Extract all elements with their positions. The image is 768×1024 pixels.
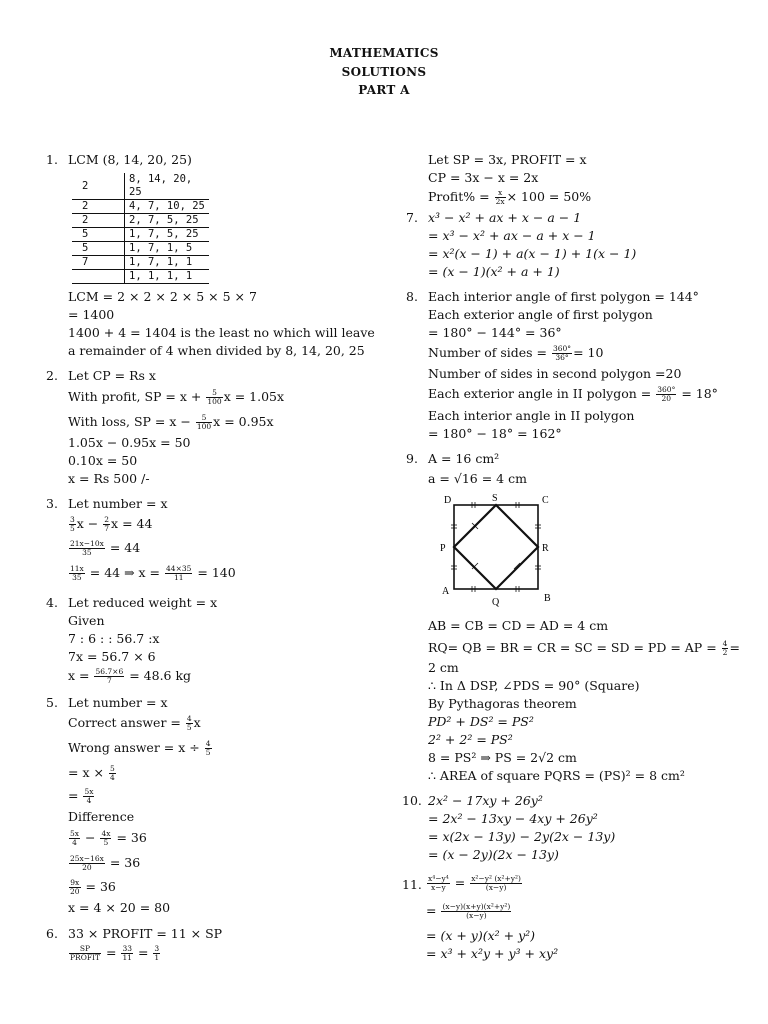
doc-title: MATHEMATICS (329, 46, 439, 60)
q5-line8-b: = 36 (109, 855, 141, 870)
q9-number: 9. (406, 451, 418, 466)
q3-frac3 (69, 540, 105, 557)
q5-frac-f (100, 830, 111, 847)
q3-frac1 (69, 516, 76, 533)
q5-line8 (68, 855, 140, 872)
lcm-divisor (72, 270, 125, 284)
q5-number: 5. (46, 695, 58, 710)
q6b-line1: Let SP = 3x, PROFIT = x (428, 152, 587, 167)
q11-line3: = (x + y)(x² + y²) (426, 928, 536, 943)
label-d: D (444, 495, 452, 506)
frac-den: 11 (173, 573, 184, 582)
q8-frac-b (656, 386, 676, 403)
lcm-divider-line (124, 173, 125, 281)
q9-frac (722, 640, 729, 657)
frac-num: SP (69, 945, 101, 954)
q1-line1: LCM = 2 × 2 × 2 × 5 × 5 × 7 (68, 289, 257, 304)
q6-frac-c (153, 945, 160, 962)
q11-frac-b (470, 875, 522, 892)
q4-line5-a: x = (68, 668, 90, 683)
q2-fraction-a (206, 389, 222, 406)
frac-den: 2 (722, 648, 728, 657)
q9-line4-a: RQ= QB = BR = CR = SC = SD = PD = AP = (428, 640, 717, 655)
q1-number: 1. (46, 152, 58, 167)
q11-line2: = $\frac{\text{(x−y)(x+y)(x²+y²)}}{(x-y)}$ (426, 902, 511, 920)
q6-number: 6. (46, 926, 58, 941)
q1-line4: a remainder of 4 when divided by 8, 14, 20, 25 (68, 343, 365, 358)
q5-frac-a (186, 715, 193, 732)
frac-num: x⁴−y⁴ (428, 874, 449, 883)
frac-den: PROFIT (70, 953, 101, 962)
q9-line8: PD² + DS² = PS² (428, 714, 534, 729)
label-c: C (542, 495, 549, 506)
label-p: P (440, 543, 446, 554)
q3-line2-b: x = 44 (111, 516, 153, 531)
q4-frac (94, 668, 124, 685)
q2-line2 (68, 389, 284, 406)
frac-den: 100 (196, 422, 212, 431)
lcm-quotients: 1, 7, 5, 25 (125, 228, 210, 242)
frac-num: 5x (84, 787, 94, 796)
lcm-table-row (72, 200, 209, 214)
q6-frac-b (121, 945, 133, 962)
frac-num: 5 (109, 764, 115, 773)
label-a: A (442, 586, 450, 597)
frac-den: (x−y) (466, 911, 487, 920)
frac-den: 36° (555, 353, 569, 362)
q4-line3: 7 : 6 : : 56.7 :x (68, 631, 160, 646)
frac-den: 11 (122, 953, 132, 962)
q7-line3: = x²(x − 1) + a(x − 1) + 1(x − 1) (428, 246, 637, 261)
q5-line3-a: Wrong answer = x ÷ (68, 740, 200, 755)
q3-line3 (68, 540, 140, 557)
frac-num: x (495, 189, 506, 198)
q9-line10: 8 = PS² ⇒ PS = 2√2 cm (428, 750, 577, 765)
q3-frac4 (69, 565, 85, 582)
label-r: R (542, 543, 549, 554)
label-b: B (544, 593, 551, 604)
q11-line4: = x³ + x²y + y³ + xy² (426, 946, 559, 961)
q9-line3: AB = CB = CD = AD = 4 cm (428, 618, 609, 633)
q11-number: 11. (402, 877, 422, 892)
lcm-quotients: 2, 7, 5, 25 (125, 214, 210, 228)
q4-line4: 7x = 56.7 × 6 (68, 649, 156, 664)
q10-line2: = 2x² − 13xy − 4xy + 26y² (428, 811, 598, 826)
q2-line3-a: With loss, SP = x − (68, 414, 195, 429)
frac-den: 20 (70, 887, 80, 896)
q5-line2-a: Correct answer = (68, 715, 181, 730)
frac-num: 4 (722, 639, 728, 648)
q8-frac-a (552, 345, 572, 362)
lcm-quotients: 8, 14, 20, 25 (125, 173, 210, 200)
q7-number: 7. (406, 210, 418, 225)
q9-line4-b: = (729, 640, 740, 655)
frac-num: 3 (70, 515, 75, 524)
lcm-divisor: 2 (72, 200, 125, 214)
q5-line5: = $\frac{5x}{4}$ (68, 787, 94, 805)
lcm-table-row (72, 214, 209, 228)
q11-frac-a (427, 875, 450, 892)
lcm-divisor: 2 (72, 173, 125, 200)
frac-den: 20 (82, 863, 92, 872)
q8-line4 (428, 345, 603, 362)
q5-frac-b (205, 740, 212, 757)
q4-line2: Given (68, 613, 105, 628)
frac-num: 33 (122, 944, 132, 953)
q5-line1: Let number = x (68, 695, 168, 710)
q9-line5: 2 cm (428, 660, 459, 675)
q3-line4-b: = 140 (197, 565, 236, 580)
q9-line6: ∴ In Δ DSP, ∠PDS = 90° (Square) (428, 678, 640, 693)
label-s: S (492, 493, 498, 504)
q2-number: 2. (46, 368, 58, 383)
q5-frac-c (109, 765, 116, 782)
q4-number: 4. (46, 595, 58, 610)
frac-num: 3 (154, 944, 160, 953)
q9-line2: a = √16 = 4 cm (428, 471, 527, 486)
frac-den: (x−y) (485, 883, 507, 892)
frac-den: 5 (205, 748, 211, 757)
q8-line3: = 180° − 144° = 36° (428, 325, 562, 340)
q6b-line3 (428, 189, 591, 206)
q2-line3 (68, 414, 274, 431)
q4-line5-b: = 48.6 kg (129, 668, 192, 683)
q6b-line3-b: × 100 = 50% (506, 189, 592, 204)
frac-den: 35 (82, 548, 92, 557)
q5-line6: Difference (68, 809, 135, 824)
lcm-table-row (72, 270, 209, 284)
frac-den: 7 (104, 524, 110, 533)
frac-den: 4 (72, 838, 77, 847)
frac-den: 4 (109, 773, 115, 782)
q9-line9: 2² + 2² = PS² (428, 732, 513, 747)
frac-num: 5x (70, 829, 80, 838)
frac-den: 4 (86, 796, 92, 805)
frac-num: 44×35 (166, 564, 192, 573)
q3-line4-a: = 44 ⇒ x = (89, 565, 161, 580)
q5-line10: x = 4 × 20 = 80 (68, 900, 171, 915)
q10-line3: = x(2x − 13y) − 2y(2x − 13y) (428, 829, 616, 844)
frac-den: x−y (431, 883, 446, 892)
q1-line3: 1400 + 4 = 1404 is the least no which will leave (68, 325, 375, 340)
q2-line5: 0.10x = 50 (68, 453, 138, 468)
q9-line1: A = 16 cm² (428, 451, 500, 466)
q5-line9-b: = 36 (85, 879, 116, 894)
frac-num: 4x (101, 829, 111, 838)
q8-line2: Each exterior angle of first polygon (428, 307, 653, 322)
frac-num: 21x−10x (70, 539, 104, 548)
q8-line4-a: Number of sides = (428, 345, 547, 360)
frac-num: 4 (205, 739, 211, 748)
q3-frac2 (103, 516, 110, 533)
lcm-table-row (72, 256, 209, 270)
frac-den: 5 (103, 838, 109, 847)
q5-line7-b: = 36 (116, 830, 147, 845)
lcm-table-row (72, 173, 209, 200)
q3-number: 3. (46, 496, 58, 511)
q5-frac-h (69, 879, 81, 896)
q5-frac-d (83, 788, 94, 805)
tick-marks (451, 502, 541, 592)
q8-line6-b: = 18° (681, 386, 718, 401)
frac-den: 100 (207, 397, 222, 406)
lcm-divisor: 7 (72, 256, 125, 270)
q5-line4-a: = x × (68, 765, 104, 780)
q5-line7: $\frac{5x}{4}$ − $\frac{4x}{5}$ = 36 (70, 829, 147, 847)
q8-line5: Number of sides in second polygon =20 (428, 366, 682, 381)
q6b-frac (495, 189, 506, 206)
q2-line1: Let CP = Rs x (68, 368, 156, 383)
q5-line2: Correct answer = $\frac{4}{5}$ x (68, 714, 201, 732)
doc-part: PART A (358, 83, 410, 97)
frac-den: 5 (186, 723, 192, 732)
q8-line1: Each interior angle of first polygon = 144° (428, 289, 699, 304)
q10-line1: 2x² − 17xy + 26y² (428, 793, 543, 808)
lcm-divisor: 5 (72, 228, 125, 242)
q5-frac-g (69, 855, 105, 872)
outer-square-abcd (454, 505, 538, 589)
q2-line4: 1.05x − 0.95x = 50 (68, 435, 191, 450)
frac-num: 4 (186, 714, 192, 723)
q3-line3-b: = 44 (109, 540, 141, 555)
frac-num: 2 (104, 515, 110, 524)
frac-num: 5 (196, 414, 212, 423)
q11-frac-c (441, 903, 511, 920)
q4-line5 (68, 668, 191, 685)
inner-square-pqrs (454, 505, 538, 589)
q7-line1: x³ − x² + ax + x − a − 1 (428, 210, 582, 225)
q3-line2: $\frac{3}{5}$ x − $\frac{2}{7}$ x = 44 (70, 515, 153, 533)
frac-den: 35 (72, 573, 82, 582)
frac-num: 360° (552, 344, 572, 353)
q2-line2-b: x = 1.05x (223, 389, 285, 404)
doc-subtitle: SOLUTIONS (341, 65, 427, 79)
q6-frac-a (69, 945, 101, 962)
q2-line2-a: With profit, SP = x + (68, 389, 206, 404)
q3-frac5 (165, 565, 192, 582)
frac-num: 11x (70, 564, 84, 573)
q1-line2: = 1400 (68, 307, 115, 322)
q8-line8: = 180° − 18° = 162° (428, 426, 562, 441)
q11-line1: $\frac{\text{x⁴−y⁴}}{x-y}$ = $\frac{\text{x²−y² (x²+y²)}}{(x-y)}$ (428, 874, 521, 892)
lcm-divisor: 2 (72, 214, 125, 228)
q10-line4: = (x − 2y)(2x − 13y) (428, 847, 559, 862)
q3-line4 (68, 565, 236, 582)
q6b-line2: CP = 3x − x = 2x (428, 170, 539, 185)
q10-number: 10. (402, 793, 422, 808)
lcm-table-row (72, 242, 209, 256)
q9-line11: ∴ AREA of square PQRS = (PS)² = 8 cm² (428, 768, 685, 783)
q6-line1: 33 × PROFIT = 11 × SP (68, 926, 223, 941)
lcm-division-table (72, 173, 209, 284)
frac-den: 20 (661, 394, 672, 403)
q8-line6 (428, 386, 718, 403)
q6b-line3-a: Profit% = (428, 189, 490, 204)
q2-fraction-b (196, 414, 212, 431)
lcm-quotients: 1, 7, 1, 5 (125, 242, 210, 256)
q9-line7: By Pythagoras theorem (428, 696, 577, 711)
q8-line7: Each interior angle in II polygon (428, 408, 635, 423)
lcm-table-row (72, 228, 209, 242)
frac-num: 9x (70, 878, 80, 887)
frac-num: x²−y² (x²+y²) (471, 874, 521, 883)
q3-line1: Let number = x (68, 496, 168, 511)
frac-den: 1 (154, 953, 160, 962)
q9-line4 (428, 640, 740, 657)
q5-line4 (68, 765, 117, 782)
lcm-quotients: 1, 1, 1, 1 (125, 270, 210, 284)
lcm-quotients: 1, 7, 1, 1 (125, 256, 210, 270)
q5-line9 (68, 879, 116, 896)
frac-den: 7 (106, 676, 112, 685)
label-q: Q (492, 597, 500, 608)
q2-line3-b: x = 0.95x (213, 414, 274, 429)
q8-line6-a: Each exterior angle in II polygon = (428, 386, 652, 401)
q8-line4-b: = 10 (573, 345, 604, 360)
square-pqrs-figure (436, 490, 556, 608)
q1-heading: LCM (8, 14, 20, 25) (68, 152, 192, 167)
q5-line3 (68, 740, 213, 757)
frac-num: 360° (657, 385, 676, 394)
q4-line1: Let reduced weight = x (68, 595, 218, 610)
q2-line6: x = Rs 500 /- (68, 471, 150, 486)
frac-den: 2x (495, 197, 505, 206)
q8-number: 8. (406, 289, 418, 304)
frac-num: 25x−16x (70, 854, 104, 863)
frac-num: 56.7×6 (95, 667, 124, 676)
frac-den: 5 (70, 524, 75, 533)
right-column (384, 0, 768, 1024)
frac-num: 5 (206, 389, 222, 398)
q7-line4: = (x − 1)(x² + a + 1) (428, 264, 560, 279)
frac-num: (x−y)(x+y)(x²+y²) (442, 902, 511, 911)
q6-line2: $\frac{SP}{\text{PROFIT}}$ = $\frac{33}{11}$ = $\frac{3}{1}$ (70, 944, 160, 962)
q5-frac-e (69, 830, 80, 847)
q7-line2: = x³ − x² + ax − a + x − 1 (428, 228, 596, 243)
lcm-quotients: 4, 7, 10, 25 (125, 200, 210, 214)
lcm-divisor: 5 (72, 242, 125, 256)
